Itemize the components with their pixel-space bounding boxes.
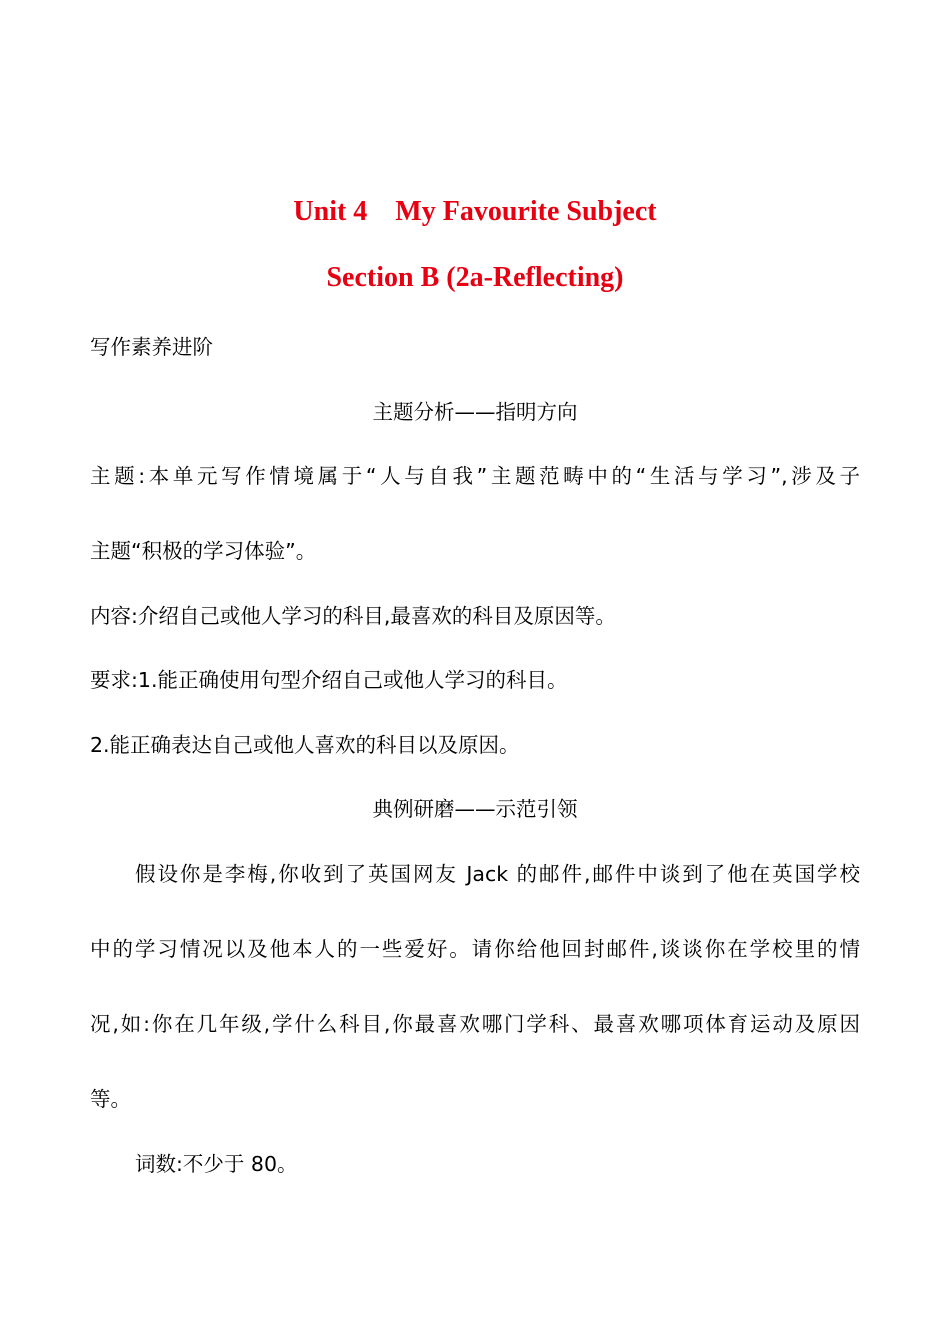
- example-paragraph-line-3: 况,如:你在几年级,学什么科目,你最喜欢哪门学科、最喜欢哪项体育运动及原因: [90, 1012, 860, 1036]
- topic-line-1: 主题:本单元写作情境属于“人与自我”主题范畴中的“生活与学习”,涉及子: [90, 464, 860, 488]
- example-paragraph-line-2: 中的学习情况以及他本人的一些爱好。请你给他回封邮件,谈谈你在学校里的情: [90, 937, 860, 961]
- requirement-line-2: 2.能正确表达自己或他人喜欢的科目以及原因。: [90, 733, 520, 757]
- example-heading: 典例研磨——示范引领: [372, 797, 578, 821]
- content-line: 内容:介绍自己或他人学习的科目,最喜欢的科目及原因等。: [90, 604, 616, 628]
- theme-analysis-heading: 主题分析——指明方向: [372, 400, 578, 424]
- word-count-line: 词数:不少于 80。: [135, 1152, 298, 1176]
- unit-title: Unit 4 My Favourite Subject: [293, 196, 657, 227]
- requirement-line-1: 要求:1.能正确使用句型介绍自己或他人学习的科目。: [90, 668, 568, 692]
- topic-line-2: 主题“积极的学习体验”。: [90, 539, 317, 563]
- section-title: Section B (2a-Reflecting): [326, 262, 624, 293]
- example-paragraph-line-4: 等。: [90, 1087, 131, 1111]
- example-paragraph-line-1: 假设你是李梅,你收到了英国网友 Jack 的邮件,邮件中谈到了他在英国学校: [135, 862, 860, 886]
- section-heading: 写作素养进阶: [90, 335, 213, 359]
